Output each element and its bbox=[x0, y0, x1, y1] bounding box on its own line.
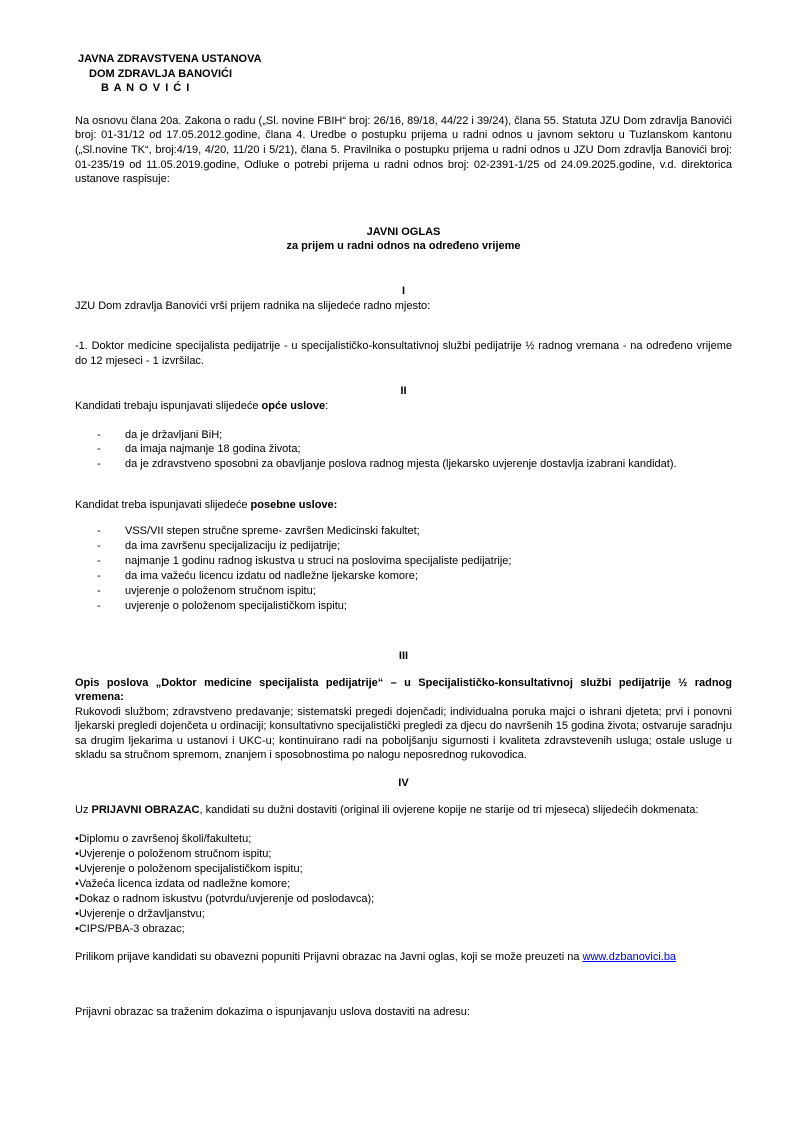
list-item-text: Diplomu o završenoj školi/fakultetu; bbox=[78, 833, 252, 846]
general-conditions-intro bbox=[75, 399, 732, 414]
dash-marker: - bbox=[97, 600, 101, 613]
application-form-intro-suffix: , kandidati su dužni dostaviti (original ili ovjerene kopije ne starije od tri mjeseca) slijedećih dokmenata: bbox=[199, 803, 699, 816]
bullet-marker: • bbox=[75, 908, 79, 921]
section-4-numeral: IV bbox=[398, 777, 409, 790]
list-item-text: uvjerenje o položenom stručnom ispitu; bbox=[125, 585, 316, 598]
section-1-numeral: I bbox=[401, 284, 406, 297]
legal-basis-paragraph: Na osnovu člana 20a. Zakona o radu („Sl. novine FBIH“ broj: 26/16, 89/18, 44/22 i 39/24), člana 55. Statuta JZU Dom zdravlja Banovići broj: 01-31/12 od 17.05.2012.godine, člana 4. Uredbe o postupku prijema u radni odnos u javnom sektoru u Tuzlanskom kantonu („Sl.novine TK“, broj:4/19, 4/20, 11/20 i 5/21), člana 5. Pravilnika o postupku prijema u radni odnos u JZU Dom zdravlja Banovići broj: 01-235/19 od 11.05.2019.godine, Odluke o potrebi prijema u radni odnos broj: 02-2391-1/25 od 24.09.2025.godine, v.d. direktorica ustanove raspisuje: bbox=[75, 114, 732, 186]
list-item bbox=[75, 922, 732, 937]
list-item-text: da ima završenu specijalizaciju iz pedijatrije; bbox=[125, 540, 341, 553]
dash-marker: - bbox=[97, 555, 101, 568]
dash-marker: - bbox=[97, 428, 101, 441]
section-2-numeral: II bbox=[400, 385, 407, 398]
list-item-text: Važeća licenca izdata od nadležne komore; bbox=[78, 878, 291, 891]
application-note-paragraph bbox=[75, 950, 732, 965]
bullet-marker: • bbox=[75, 878, 79, 891]
list-item bbox=[75, 907, 732, 922]
list-item bbox=[75, 524, 732, 539]
application-note-text: Prilikom prijave kandidati su obavezni popuniti Prijavni obrazac na Javni oglas, koji se može preuzeti na bbox=[75, 951, 583, 964]
dash-marker: - bbox=[97, 570, 101, 583]
website-link[interactable]: www.dzbanovici.ba bbox=[582, 951, 677, 964]
list-item bbox=[75, 862, 732, 877]
application-form-intro-bold: PRIJAVNI OBRAZAC bbox=[91, 803, 200, 816]
list-item-text: da imaja najmanje 18 godina života; bbox=[125, 443, 301, 456]
list-item-text: Uvjerenje o položenom stručnom ispitu; bbox=[78, 848, 272, 861]
list-item-text: CIPS/PBA-3 obrazac; bbox=[78, 923, 185, 936]
required-documents-list bbox=[75, 832, 732, 937]
list-item-text: da ima važeću licencu izdatu od nadležne ljekarske komore; bbox=[125, 570, 418, 583]
list-item bbox=[75, 599, 732, 614]
document-subtitle: za prijem u radni odnos na određeno vrijeme bbox=[286, 240, 521, 253]
bullet-marker: • bbox=[75, 863, 79, 876]
list-item bbox=[75, 457, 732, 472]
bullet-marker: • bbox=[75, 923, 79, 936]
bullet-marker: • bbox=[75, 893, 79, 906]
institution-city-line: B A N O V I Ć I bbox=[101, 82, 191, 95]
general-conditions-list bbox=[75, 428, 732, 472]
dash-marker: - bbox=[97, 540, 101, 553]
general-conditions-intro-prefix: Kandidati trebaju ispunjavati slijedeće bbox=[75, 399, 262, 412]
letterhead bbox=[75, 52, 732, 96]
list-item bbox=[75, 428, 732, 443]
section-1-lead: JZU Dom zdravlja Banovići vrši prijem radnika na slijedeće radno mjesto: bbox=[75, 299, 431, 312]
list-item bbox=[75, 877, 732, 892]
institution-name-line: JAVNA ZDRAVSTVENA USTANOVA bbox=[78, 53, 262, 65]
bullet-marker: • bbox=[75, 848, 79, 861]
list-item bbox=[75, 442, 732, 457]
application-form-intro bbox=[75, 803, 732, 818]
list-item-text: da je državljani BiH; bbox=[125, 428, 223, 441]
job-description-body: Rukovodi službom; zdravstveno predavanje; sistematski pregedi dojenčadi; individualna poruka majci o ishrani djeteta; prvi i ponovni ljekarski pregledi dojenčeta u ordinaciji; konsultativno specijalistički pregledi za djecu do navršenih 15 godina života; ostvaruje saradnju sa drugim ljekarima u ustanovi i UKC-u; kontinuirano radi na poboljšanju sigurnosti i kvaliteta zdravstevenih usluga; ostale usluge u skladu sa stručnom spremom, znanjem i sposobnostima po nalogu neposrednog rukovodica. bbox=[75, 705, 732, 762]
submission-address-lead: Prijavni obrazac sa traženim dokazima o ispunjavanju uslova dostaviti na adresu: bbox=[75, 1005, 470, 1018]
list-item bbox=[75, 554, 732, 569]
general-conditions-intro-suffix: : bbox=[325, 399, 329, 412]
dash-marker: - bbox=[97, 525, 101, 538]
list-item-text: najmanje 1 godinu radnog iskustva u struci na poslovima specijaliste pedijatrije; bbox=[125, 555, 512, 568]
institution-subname-line: DOM ZDRAVLJA BANOVIĆI bbox=[89, 67, 232, 80]
job-position-paragraph: -1. Doktor medicine specijalista pedijatrije - u specijalističko-konsultativnoj službi pedijatrije ½ radnog vremana - na određeno vrijeme do 12 mjeseci - 1 izvršilac. bbox=[75, 340, 732, 367]
list-item-text: da je zdravstveno sposobni za obavljanje poslova radnog mjesta (ljekarsko uvjerenje dostavlja izabrani kandidat). bbox=[125, 458, 677, 471]
dash-marker: - bbox=[97, 585, 101, 598]
list-item-text: Uvjerenje o državljanstvu; bbox=[78, 908, 205, 921]
list-item bbox=[75, 847, 732, 862]
general-conditions-intro-bold: opće uslove bbox=[261, 399, 326, 412]
dash-marker: - bbox=[97, 443, 101, 456]
list-item bbox=[75, 569, 732, 584]
list-item bbox=[75, 584, 732, 599]
bullet-marker: • bbox=[75, 833, 79, 846]
list-item bbox=[75, 832, 732, 847]
special-conditions-intro bbox=[75, 498, 732, 513]
special-conditions-intro-bold: posebne uslove: bbox=[250, 498, 338, 511]
job-description-heading: Opis poslova „Doktor medicine specijalista pedijatrije“ – u Specijalističko-konsultativnoj službi pedijatrije ½ radnog vremena: bbox=[75, 676, 732, 704]
list-item-text: uvjerenje o položenom specijalističkom ispitu; bbox=[125, 600, 347, 613]
list-item-text: Dokaz o radnom iskustvu (potvrdu/uvjerenje od poslodavca); bbox=[78, 893, 375, 906]
section-3-numeral: III bbox=[398, 649, 409, 662]
list-item-text: Uvjerenje o položenom specijalističkom ispitu; bbox=[78, 863, 303, 876]
dash-marker: - bbox=[97, 458, 101, 471]
application-form-intro-prefix: Uz bbox=[75, 803, 92, 816]
list-item bbox=[75, 892, 732, 907]
special-conditions-intro-prefix: Kandidat treba ispunjavati slijedeće bbox=[75, 498, 251, 511]
list-item-text: VSS/VII stepen stručne spreme- završen Medicinski fakultet; bbox=[125, 525, 420, 538]
document-title: JAVNI OGLAS bbox=[366, 225, 441, 238]
document-title-block bbox=[75, 225, 732, 254]
list-item bbox=[75, 539, 732, 554]
special-conditions-list bbox=[75, 524, 732, 613]
